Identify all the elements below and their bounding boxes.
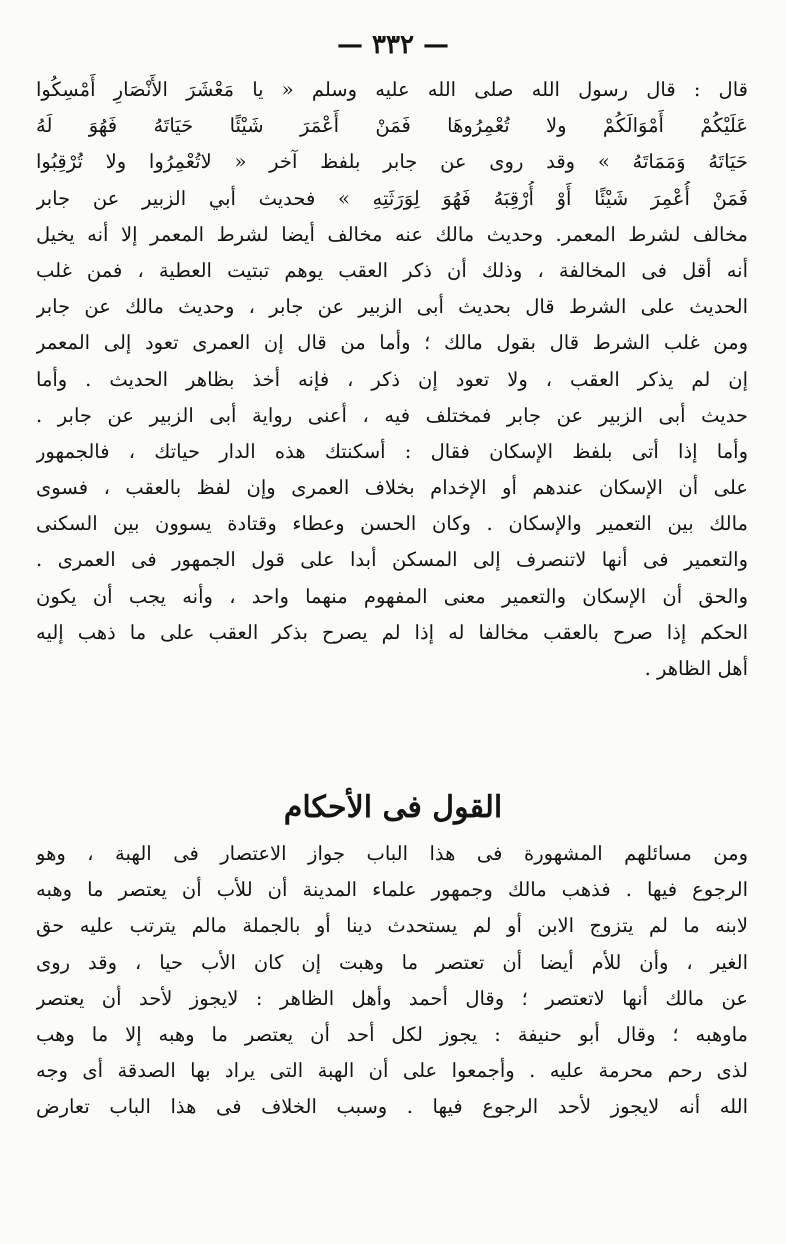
text-line: ماوهبه ؛ وقال أبو حنيفة : يجوز لكل أحد أن يعتصر ما وهبه إلا ما وهب [36, 1022, 748, 1046]
text-line: على أن الإسكان عندهم أو الإخدام بخلاف العمرى وإن لفظ بالعقب ، فسوى [36, 476, 748, 500]
text-line: مالك بين التعمير والإسكان . وكان الحسن وعطاء وقتادة يسوون بين السكنى [36, 512, 748, 536]
text-line: عن مالك أنها لاتعتصر ؛ وقال أحمد وأهل الظاهر : لايجوز لأحد أن يعتصر [36, 986, 748, 1010]
text-line: فَمَنْ أُعْمِرَ شَيْئًا أَوْ أُرْقِبَهُ فَهُوَ لِوَرَثَتِهِ » فحديث أبي الزبير عن جابر [36, 186, 748, 210]
text-line: عَلَيْكُمْ أَمْوَالَكُمْ ولا تُعْمِرُوهَا فَمَنْ أَعْمَرَ شَيْئًا حَيَاتَهُ فَهُوَ لَهُ [36, 114, 748, 138]
text-line: ومن غلب الشرط قال بقول مالك ؛ وأما من قال إن العمرى تعود إلى المعمر [36, 331, 748, 355]
text-line: الحكم إذا صرح بالعقب مخالفا له إذا لم يصرح بذكر العقب على ما ذهب إليه [36, 620, 748, 644]
text-line: أنه أقل فى المخالفة ، وذلك أن ذكر العقب يوهم تبتيت العطية ، فمن غلب [36, 258, 748, 282]
text-line: لابنه ما لم يتزوج الابن أو لم يستحدث دينا أو بالجملة مالم يترتب عليه حق [36, 914, 748, 938]
text-line: ومن مسائلهم المشهورة فى هذا الباب جواز الاعتصار فى الهبة ، وهو [36, 842, 748, 865]
text-line: إن لم يذكر العقب ، ولا تعود إن ذكر ، فإنه أخذ بظاهر الحديث . وأما [36, 367, 748, 391]
page-number: — ٣٣٢ — [336, 30, 450, 60]
text-line: قال : قال رسول الله صلى الله عليه وسلم « يا مَعْشَرَ الأَنْصَارِ أَمْسِكُوا [36, 78, 748, 101]
text-line: وأما إذا أتى بلفظ الإسكان فقال : أسكنتك هذه الدار حياتك ، فالجمهور [36, 439, 748, 463]
text-line: مخالف لشرط المعمر. وحديث مالك عنه مخالف أيضا لشرط المعمر إلا أنه يخيل [36, 222, 748, 246]
text-line: لذى رحم محرمة عليه . وأجمعوا على أن الهبة التى يراد بها الصدقة أى وجه [36, 1059, 748, 1083]
text-line: حَيَاتَهُ وَمَمَاتَهُ » وقد روى عن جابر بلفظ آخر « لاتُعْمِرُوا ولا تُرْقِبُوا [36, 150, 748, 174]
section-heading: القول فى الأحكام [283, 790, 503, 825]
text-line: والتعمير فى أنها لاتنصرف إلى المسكن أبدا على قول الجمهور فى العمرى . [36, 548, 748, 572]
text-block-rulings [36, 836, 748, 1126]
text-line: الرجوع فيها . فذهب مالك وجمهور علماء المدينة أن للأب أن يعتصر ما وهبه [36, 878, 748, 902]
text-line: الغير ، وأن للأم أيضا أن تعتصر ما وهبت إن كان الأب حيا ، وقد روى [36, 950, 748, 974]
text-line: الله أنه لايجوز لأحد الرجوع فيها . وسبب الخلاف فى هذا الباب تعارض [36, 1095, 748, 1119]
text-line: والحق أن الإسكان والتعمير معنى المفهوم منهما واحد ، وأنه يجب أن يكون [36, 584, 748, 608]
text-line: حديث أبى الزبير عن جابر فمختلف فيه ، أعنى رواية أبى الزبير عن جابر . [36, 403, 748, 427]
text-block-hadith [36, 72, 748, 687]
text-line: أهل الظاهر . [644, 657, 748, 680]
text-line: الحديث على الشرط قال بحديث أبى الزبير عن جابر ، وحديث مالك عن جابر [36, 295, 748, 319]
